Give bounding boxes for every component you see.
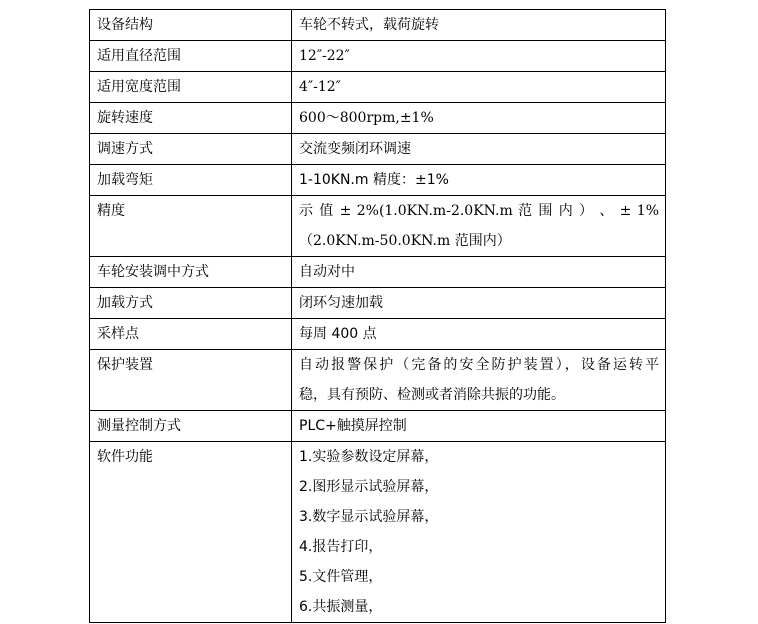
row-value — [292, 10, 666, 41]
value-line: 交流变频闭环调速 — [299, 141, 411, 157]
row-value — [292, 350, 666, 411]
table-row — [90, 442, 666, 623]
row-label: 测量控制方式 — [90, 411, 292, 442]
row-value — [292, 196, 666, 257]
row-value — [292, 134, 666, 165]
value-line: 4″-12″ — [299, 79, 341, 95]
value-line: 每周 400 点 — [299, 326, 377, 342]
value-line: 4.报告打印， — [299, 539, 383, 555]
row-label: 旋转速度 — [90, 103, 292, 134]
value-line: 600～800rpm,±1% — [299, 110, 434, 126]
row-label: 精度 — [90, 196, 292, 257]
value-line: （2.0KN.m-50.0KN.m 范围内） — [299, 233, 511, 249]
row-value — [292, 442, 666, 623]
value-line: 闭环匀速加载 — [299, 295, 383, 311]
value-line: 车轮不转式，载荷旋转 — [299, 17, 439, 33]
table-row — [90, 350, 666, 411]
row-label: 适用直径范围 — [90, 41, 292, 72]
table-row — [90, 319, 666, 350]
row-label: 调速方式 — [90, 134, 292, 165]
table-row — [90, 41, 666, 72]
value-line: 12″-22″ — [299, 48, 350, 64]
row-label: 加载弯矩 — [90, 165, 292, 196]
value-line: 1-10KN.m 精度：±1% — [299, 172, 449, 188]
row-value — [292, 411, 666, 442]
row-value — [292, 103, 666, 134]
row-value — [292, 165, 666, 196]
table-row — [90, 10, 666, 41]
row-value — [292, 319, 666, 350]
row-label: 加载方式 — [90, 288, 292, 319]
row-label: 适用宽度范围 — [90, 72, 292, 103]
value-line: 2.图形显示试验屏幕， — [299, 479, 439, 495]
table-row — [90, 411, 666, 442]
row-value — [292, 72, 666, 103]
table-row — [90, 103, 666, 134]
value-line: 自动报警保护（完备的安全防护装置），设备运转平 — [299, 357, 659, 373]
row-label: 保护装置 — [90, 350, 292, 411]
row-label: 软件功能 — [90, 442, 292, 623]
value-line: PLC+触摸屏控制 — [299, 418, 407, 434]
spec-table — [89, 9, 666, 623]
table-row — [90, 165, 666, 196]
row-value — [292, 41, 666, 72]
table-row — [90, 196, 666, 257]
value-line: 5.文件管理， — [299, 569, 383, 585]
value-line: 自动对中 — [299, 264, 355, 280]
table-row — [90, 288, 666, 319]
row-value — [292, 257, 666, 288]
value-line: 3.数字显示试验屏幕， — [299, 509, 439, 525]
value-line: 1.实验参数设定屏幕， — [299, 449, 439, 465]
value-line: 示 值 ± 2%(1.0KN.m-2.0KN.m 范 围 内 ） 、 ± 1% — [299, 203, 659, 219]
row-label: 车轮安装调中方式 — [90, 257, 292, 288]
value-line: 6.共振测量， — [299, 599, 383, 615]
value-line: 稳，具有预防、检测或者消除共振的功能。 — [299, 387, 565, 403]
table-row — [90, 134, 666, 165]
row-value — [292, 288, 666, 319]
table-row — [90, 257, 666, 288]
row-label: 采样点 — [90, 319, 292, 350]
table-row — [90, 72, 666, 103]
row-label: 设备结构 — [90, 10, 292, 41]
